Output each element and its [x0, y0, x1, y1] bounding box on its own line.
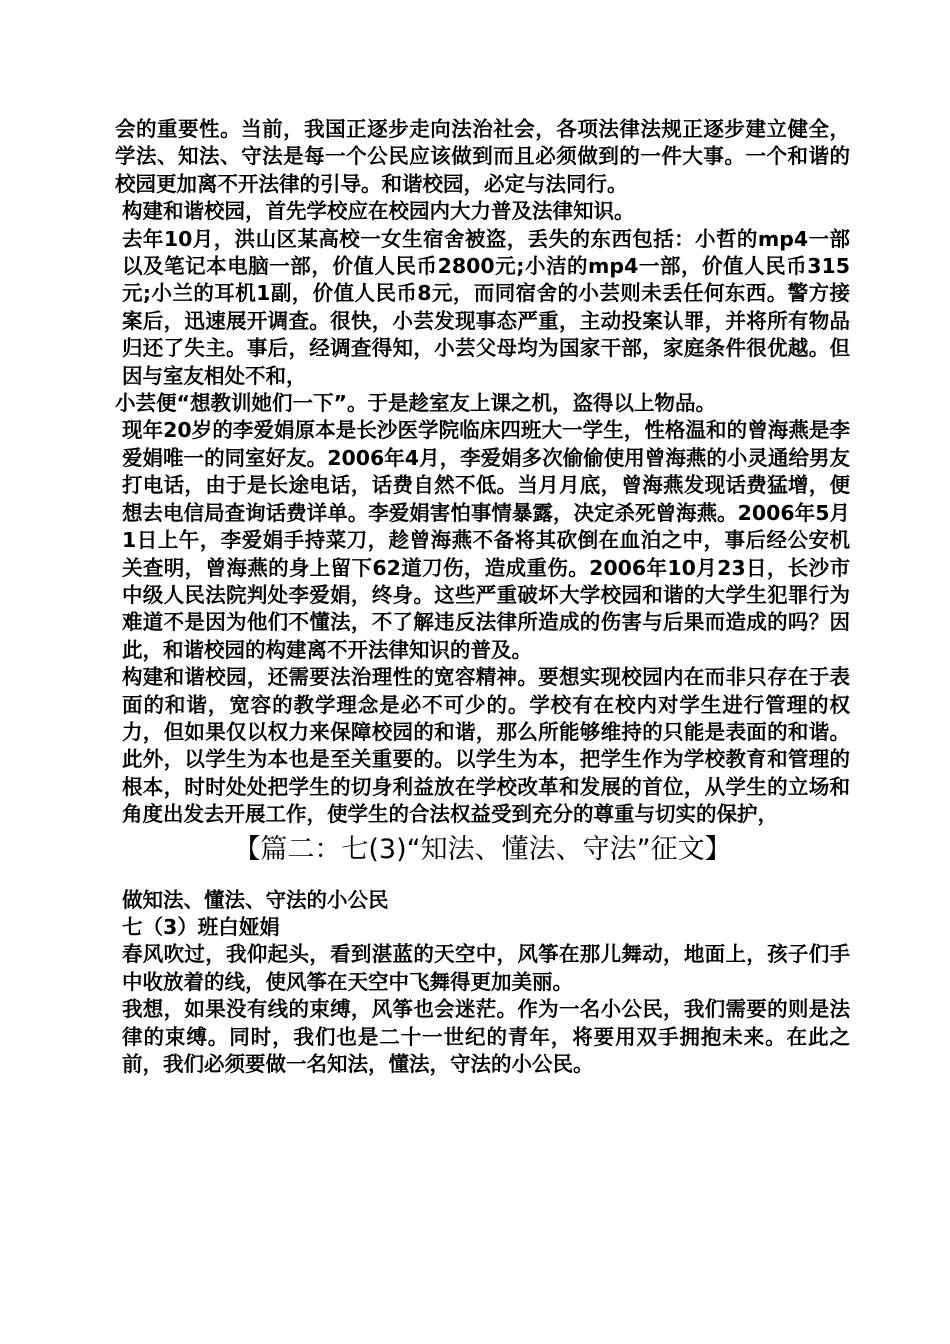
body-paragraph: 会的重要性。当前，我国正逐步走向法治社会，各项法律法规正逐步建立健全，学法、知法、守法是每一个公民应该做到而且必须做到的一件大事。一个和谐的校园更加离不开法律的引导。和谐校园，必定与法同行。 — [115, 117, 850, 196]
document-body — [115, 116, 850, 1078]
body-paragraph: 去年10月，洪山区某高校一女生宿舍被盗，丢失的东西包括：小哲的mp4一部以及笔记本电脑一部，价值人民币2800元;小洁的mp4一部，价值人民币315元;小兰的耳机1副，价值人民币8元，而同宿舍的小芸则未丢任何东西。警方接案后，迅速展开调查。很快，小芸发现事态严重，主动投案认罪，并将所有物品归还了失主。事后，经调查得知，小芸父母均为国家干部，家庭条件很优越。但因与室友相处不和， — [122, 226, 850, 388]
section-heading: 【篇二：七(3)“知法、懂法、守法”征文】 — [233, 833, 732, 865]
author-line: 七（3）班白娅娟 — [122, 914, 280, 939]
body-paragraph: 现年20岁的李爱娟原本是长沙医学院临床四班大一学生，性格温和的曾海燕是李爱娟唯一的同室好友。2006年4月，李爱娟多次偷偷使用曾海燕的小灵通给男友打电话，由于是长途电话，话费自然不低。当月月底，曾海燕发现话费猛增，便想去电信局查询话费详单。李爱娟害怕事情暴露，决定杀死曾海燕。2006年5月1日上午，李爱娟手持菜刀，趁曾海燕不备将其砍倒在血泊之中，事后经公安机关查明，曾海燕的身上留下62道刀伤，造成重伤。2006年10月23日，长沙市中级人民法院判处李爱娟，终身。这些严重破坏大学校园和谐的大学生犯罪行为难道不是因为他们不懂法，不了解违反法律所造成的伤害与后果而造成的吗？因此，和谐校园的构建离不开法律知识的普及。 — [122, 418, 850, 662]
body-paragraph: 构建和谐校园，还需要法治理性的宽容精神。要想实现校园内在而非只存在于表面的和谐，宽容的教学理念是必不可少的。学校有在校内对学生进行管理的权力，但如果仅以权力来保障校园的和谐，那么所能够维持的只能是表面的和谐。此外，以学生为本也是至关重要的。以学生为本，把学生作为学校教育和管理的根本，时时处处把学生的切身利益放在学校改革和发展的首位，从学生的立场和角度出发去开展工作，使学生的合法权益受到充分的尊重与切实的保护， — [122, 665, 850, 827]
body-paragraph: 小芸便“想教训她们一下”。于是趁室友上课之机，盗得以上物品。 — [115, 391, 716, 416]
body-paragraph: 春风吹过，我仰起头，看到湛蓝的天空中，风筝在那儿舞动，地面上，孩子们手中收放着的线，使风筝在天空中飞舞得更加美丽。 — [122, 942, 850, 994]
article-title: 做知法、懂法、守法的小公民 — [122, 887, 389, 912]
body-paragraph: 构建和谐校园，首先学校应在校园内大力普及法律知识。 — [122, 199, 635, 224]
body-paragraph: 我想，如果没有线的束缚，风筝也会迷茫。作为一名小公民，我们需要的则是法律的束缚。同时，我们也是二十一世纪的青年，将要用双手拥抱未来。在此之前，我们必须要做一名知法，懂法，守法的小公民。 — [122, 997, 850, 1076]
